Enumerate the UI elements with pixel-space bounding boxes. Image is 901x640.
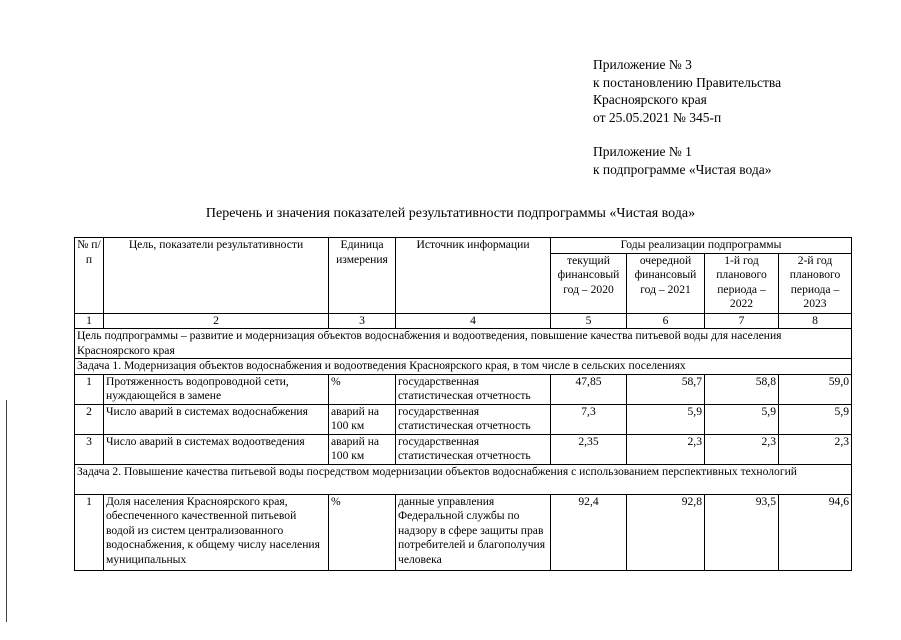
header-block <box>593 56 781 178</box>
row-value-2020: 7,3 <box>551 404 627 434</box>
header-year-1: текущий финансовый год – 2020 <box>551 253 627 313</box>
table-row <box>75 434 852 464</box>
row-num: 1 <box>75 494 104 570</box>
row-num: 1 <box>75 374 104 404</box>
row-value-2021: 58,7 <box>627 374 705 404</box>
row-name: Число аварий в системах водоснабжения <box>104 404 329 434</box>
col-number: 4 <box>396 313 551 329</box>
header-years: Годы реализации подпрограммы <box>551 238 852 254</box>
row-value-2022: 58,8 <box>705 374 779 404</box>
header-line: к постановлению Правительства <box>593 74 782 90</box>
row-source: государственная статистическая отчетность <box>396 374 551 404</box>
row-value-2022: 93,5 <box>705 494 779 570</box>
row-value-2022: 5,9 <box>705 404 779 434</box>
indicators-table <box>74 237 852 571</box>
header-row <box>75 238 852 254</box>
row-value-2023: 59,0 <box>779 374 852 404</box>
header-line: Красноярского края <box>593 92 707 107</box>
goal-text: Цель подпрограммы – развитие и модернизация объектов водоснабжения и водоотведения, повышение качества питьевой воды для населения Красноярского края <box>75 329 852 359</box>
header-line: Приложение № 1 <box>593 144 692 159</box>
goal-row <box>75 329 852 359</box>
col-number: 8 <box>779 313 852 329</box>
row-value-2021: 5,9 <box>627 404 705 434</box>
row-name: Доля населения Красноярского края, обеспеченного качественной питьевой водой из систем централизованного водоснабжения, к общему числу населения муниципальных <box>104 494 329 570</box>
col-number: 3 <box>329 313 396 329</box>
header-source: Источник информации <box>396 238 551 314</box>
row-num: 3 <box>75 434 104 464</box>
col-number: 5 <box>551 313 627 329</box>
header-goal: Цель, показатели результативности <box>104 238 329 314</box>
table-row <box>75 404 852 434</box>
row-value-2023: 2,3 <box>779 434 852 464</box>
header-num: № п/п <box>75 238 104 314</box>
task-row <box>75 464 852 494</box>
col-number: 2 <box>104 313 329 329</box>
row-value-2020: 92,4 <box>551 494 627 570</box>
row-unit: аварий на 100 км <box>329 434 396 464</box>
header-line: к подпрограмме «Чистая вода» <box>593 161 772 177</box>
row-unit: аварий на 100 км <box>329 404 396 434</box>
header-year-2: очередной финансовый год – 2021 <box>627 253 705 313</box>
row-value-2023: 5,9 <box>779 404 852 434</box>
task1-text: Задача 1. Модернизация объектов водоснабжения и водоотведения Красноярского края, в том числе в сельских поселениях <box>75 359 852 375</box>
table-row <box>75 374 852 404</box>
row-value-2021: 92,8 <box>627 494 705 570</box>
row-value-2020: 47,85 <box>551 374 627 404</box>
row-name: Протяженность водопроводной сети, нуждающейся в замене <box>104 374 329 404</box>
table-row <box>75 494 852 570</box>
row-value-2020: 2,35 <box>551 434 627 464</box>
row-name: Число аварий в системах водоотведения <box>104 434 329 464</box>
row-unit: % <box>329 374 396 404</box>
row-source: государственная статистическая отчетность <box>396 404 551 434</box>
col-number: 1 <box>75 313 104 329</box>
row-source: государственная статистическая отчетность <box>396 434 551 464</box>
column-number-row <box>75 313 852 329</box>
row-unit: % <box>329 494 396 570</box>
row-num: 2 <box>75 404 104 434</box>
header-year-3: 1-й год планового периода – 2022 <box>705 253 779 313</box>
header-line: Приложение № 3 <box>593 57 692 72</box>
row-value-2021: 2,3 <box>627 434 705 464</box>
col-number: 7 <box>705 313 779 329</box>
row-value-2022: 2,3 <box>705 434 779 464</box>
page-title: Перечень и значения показателей результативности подпрограммы «Чистая вода» <box>205 206 696 221</box>
col-number: 6 <box>627 313 705 329</box>
header-unit: Единица измерения <box>329 238 396 314</box>
header-line: от 25.05.2021 № 345-п <box>593 109 722 125</box>
scan-edge-line <box>6 400 7 622</box>
row-value-2023: 94,6 <box>779 494 852 570</box>
task2-text: Задача 2. Повышение качества питьевой воды посредством модернизации объектов водоснабжения с использованием перспективных технологий <box>75 464 852 494</box>
row-source: данные управления Федеральной службы по надзору в сфере защиты прав потребителей и благополучия человека <box>396 494 551 570</box>
task-row <box>75 359 852 375</box>
header-year-4: 2-й год планового периода – 2023 <box>779 253 852 313</box>
